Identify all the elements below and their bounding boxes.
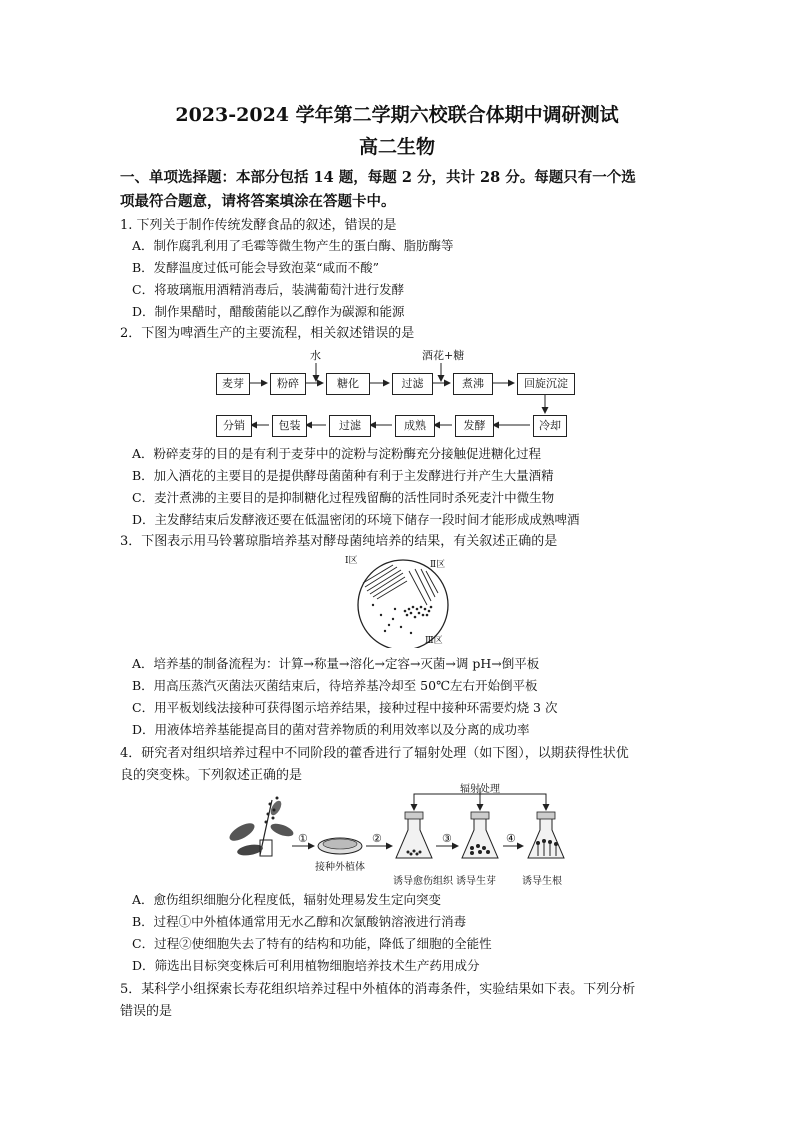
q4-option-c: C．过程②使细胞失去了特有的结构和功能，降低了细胞的全能性 bbox=[132, 936, 492, 951]
flow-step-boil: 煮沸 bbox=[453, 373, 493, 395]
flow-step-distribute: 分销 bbox=[216, 415, 252, 437]
label-induce-root: 诱导生根 bbox=[522, 876, 562, 887]
page-title: 2023-2024 学年第二学期六校联合体期中调研测试 bbox=[175, 104, 619, 126]
step-1-marker: ① bbox=[298, 832, 308, 845]
q4-stem-line1: 4．研究者对组织培养过程中不同阶段的藿香进行了辐射处理（如下图），以期获得性状优 bbox=[120, 746, 629, 761]
step-2-marker: ② bbox=[372, 832, 382, 845]
label-induce-callus: 诱导愈伤组织 bbox=[393, 876, 453, 887]
q3-stem: 3．下图表示用马铃薯琼脂培养基对酵母菌纯培养的结果，有关叙述正确的是 bbox=[120, 534, 558, 549]
q3-option-b: B．用高压蒸汽灭菌法灭菌结束后，待培养基冷却至 50℃左右开始倒平板 bbox=[132, 678, 538, 693]
q1-option-a: A．制作腐乳利用了毛霉等微生物产生的蛋白酶、脂肪酶等 bbox=[132, 238, 454, 253]
q1-option-b: B．发酵温度过低可能会导致泡菜“咸而不酸” bbox=[132, 260, 379, 275]
q2-option-d: D．主发酵结束后发酵液还要在低温密闭的环境下储存一段时间才能形成成熟啤酒 bbox=[132, 512, 580, 527]
flow-step-package: 包装 bbox=[272, 415, 307, 437]
q3-option-c: C．用平板划线法接种可获得图示培养结果，接种过程中接种环需要灼烧 3 次 bbox=[132, 700, 558, 715]
flow-step-ferment: 发酵 bbox=[455, 415, 494, 437]
radiation-label: 辐射处理 bbox=[460, 784, 500, 795]
zone-2-label: Ⅱ区 bbox=[430, 560, 446, 570]
section-heading-line1: 一、单项选择题：本部分包括 14 题，每题 2 分，共计 28 分。每题只有一个选 bbox=[120, 169, 636, 186]
step-4-marker: ④ bbox=[506, 832, 516, 845]
zone-1-label: Ⅰ区 bbox=[345, 556, 358, 566]
flow-step-filter1: 过滤 bbox=[392, 373, 433, 395]
flow-step-mature: 成熟 bbox=[395, 415, 435, 437]
q2-stem: 2．下图为啤酒生产的主要流程，相关叙述错误的是 bbox=[120, 326, 415, 341]
q3-option-a: A．培养基的制备流程为：计算→称量→溶化→定容→灭菌→调 pH→倒平板 bbox=[132, 656, 540, 671]
page-subtitle: 高二生物 bbox=[358, 136, 435, 158]
flow-step-saccharify: 糖化 bbox=[326, 373, 370, 395]
q1-option-d: D．制作果醋时，醋酸菌能以乙醇作为碳源和能源 bbox=[132, 304, 405, 319]
q5-stem-line2: 错误的是 bbox=[120, 1004, 173, 1019]
q4-option-b: B．过程①中外植体通常用无水乙醇和次氯酸钠溶液进行消毒 bbox=[132, 914, 467, 929]
q2-option-a: A．粉碎麦芽的目的是有利于麦芽中的淀粉与淀粉酶充分接触促进糖化过程 bbox=[132, 446, 542, 461]
flow-step-filter2: 过滤 bbox=[329, 415, 371, 437]
petri-dish-illustration bbox=[335, 553, 465, 648]
flow-step-malt: 麦芽 bbox=[216, 373, 250, 395]
q1-option-c: C．将玻璃瓶用酒精消毒后，装满葡萄汁进行发酵 bbox=[132, 282, 405, 297]
flow-step-whirlpool: 回旋沉淀 bbox=[517, 373, 575, 395]
q4-option-a: A．愈伤组织细胞分化程度低，辐射处理易发生定向突变 bbox=[132, 892, 442, 907]
flow-input-water: 水 bbox=[310, 349, 321, 362]
label-inoculate-explant: 接种外植体 bbox=[315, 862, 365, 873]
q4-stem-line2: 良的突变株。下列叙述正确的是 bbox=[120, 768, 303, 783]
q2-option-c: C．麦汁煮沸的主要目的是抑制糖化过程残留酶的活性同时杀死麦汁中微生物 bbox=[132, 490, 555, 505]
flow-step-cool: 冷却 bbox=[533, 415, 567, 437]
q2-option-b: B．加入酒花的主要目的是提供酵母菌菌种有利于主发酵进行并产生大量酒精 bbox=[132, 468, 554, 483]
q4-option-d: D．筛选出目标突变株后可利用植物细胞培养技术生产药用成分 bbox=[132, 958, 480, 973]
plant-drawing bbox=[227, 797, 295, 858]
q5-stem-line1: 5．某科学小组探索长寿花组织培养过程中外植体的消毒条件，实验结果如下表。下列分析 bbox=[120, 982, 636, 997]
q1-stem: 1. 下列关于制作传统发酵食品的叙述，错误的是 bbox=[120, 218, 397, 233]
q3-option-d: D．用液体培养基能提高目的菌对营养物质的利用效率以及分离的成功率 bbox=[132, 722, 530, 737]
section-heading-line2: 项最符合题意，请将答案填涂在答题卡中。 bbox=[120, 193, 396, 210]
flow-input-hops: 酒花+糖 bbox=[422, 349, 465, 362]
label-induce-shoot: 诱导生芽 bbox=[456, 876, 496, 887]
zone-3-label: Ⅲ区 bbox=[425, 636, 443, 646]
flow-step-crush: 粉碎 bbox=[270, 373, 306, 395]
step-3-marker: ③ bbox=[442, 832, 452, 845]
